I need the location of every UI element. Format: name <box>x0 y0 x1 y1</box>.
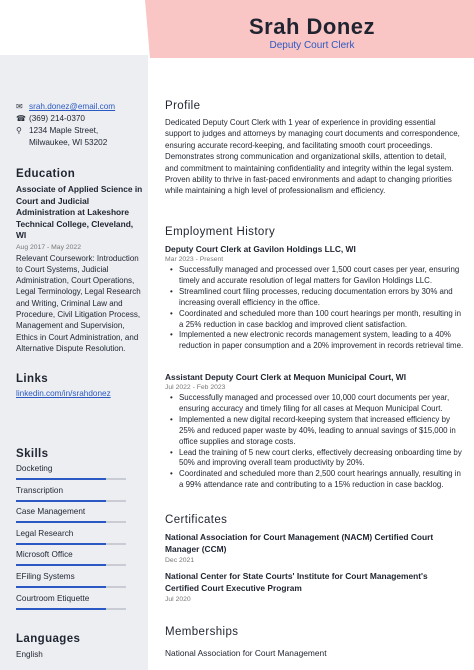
certificate-date: Jul 2020 <box>165 596 191 603</box>
certificate-item <box>165 532 461 564</box>
employment-heading: Employment History <box>165 226 276 238</box>
job-bullet: • Coordinated and scheduled more than 2,500 court hearings annually, resulting in a 99% attendance rate and contributing to a 15% reduction in case backlog. <box>165 469 465 491</box>
job-entry <box>165 372 465 491</box>
skill-bar-fill <box>16 500 106 502</box>
email-icon: ✉ <box>16 102 23 111</box>
skill-bar-fill <box>16 521 106 523</box>
contact-block <box>16 101 144 149</box>
email-link[interactable]: srah.donez@email.com <box>29 102 116 111</box>
skill-bar <box>16 478 126 480</box>
skill-item <box>16 464 130 486</box>
certificate-name: National Association for Court Management (NACM) Certified Court Manager (CCM) <box>165 532 434 554</box>
job-entry <box>165 244 465 352</box>
skill-bar <box>16 543 126 545</box>
skill-label: EFiling Systems <box>16 571 75 581</box>
skill-bar-fill <box>16 586 106 588</box>
language-item: English <box>16 650 43 659</box>
skill-item <box>16 550 130 572</box>
job-bullet: • Streamlined court filing processes, reducing documentation errors by 30% and increasing overall efficiency in the office. <box>165 287 465 309</box>
skill-item <box>16 594 130 616</box>
skill-bar-fill <box>16 608 106 610</box>
skill-item <box>16 486 130 508</box>
job-bullet: • Coordinated and scheduled more than 100 court hearings per month, resulting in a 25% reduction in case backlog and improved client satisfaction. <box>165 309 465 331</box>
certificate-name: National Center for State Courts' Institute for Court Management's Certified Court Executive Program <box>165 571 428 593</box>
skill-label: Transcription <box>16 485 64 495</box>
profile-heading: Profile <box>165 100 201 112</box>
certificate-date: Dec 2021 <box>165 557 195 564</box>
skill-label: Case Management <box>16 507 86 517</box>
skill-bar <box>16 500 126 502</box>
skill-bar <box>16 521 126 523</box>
address-line1: 1234 Maple Street, <box>29 126 99 135</box>
education-degree: Associate of Applied Science in Court and Judicial Administration at Lakeshore Technical College, Cleveland, WI <box>16 184 143 240</box>
skill-label: Courtroom Etiquette <box>16 593 90 603</box>
certificates-heading: Certificates <box>165 514 228 526</box>
job-bullets <box>165 265 465 352</box>
skill-item <box>16 572 130 594</box>
location-pin-icon: ⚲ <box>16 126 22 135</box>
skill-bar <box>16 564 126 566</box>
skill-item <box>16 507 130 529</box>
languages-heading: Languages <box>16 633 81 645</box>
job-bullets <box>165 393 465 491</box>
skills-list <box>16 464 130 615</box>
address-line2: Milwaukee, WI 53202 <box>29 138 108 147</box>
job-title: Assistant Deputy Court Clerk at Mequon Municipal Court, WI <box>165 372 407 382</box>
job-date: Mar 2023 - Present <box>165 256 224 263</box>
certificate-item <box>165 571 461 603</box>
skill-label: Legal Research <box>16 528 74 538</box>
job-bullet: • Successfully managed and processed over 1,500 court cases per year, ensuring timely and accurate resolution of legal matters for Gavilon Holdings LLC. <box>165 265 465 287</box>
job-role: Deputy Court Clerk <box>269 40 355 51</box>
job-title: Deputy Court Clerk at Gavilon Holdings LLC, WI <box>165 244 356 254</box>
skill-label: Docketing <box>16 464 53 473</box>
skill-label: Microsoft Office <box>16 550 73 560</box>
job-bullet: • Implemented a new digital record-keeping system that increased efficiency by 25% and reduced paper waste by 40%, leading to annual savings of $15,000 in office supplies and storage costs. <box>165 415 465 448</box>
phone-text: (369) 214-0370 <box>29 114 85 123</box>
job-bullet: • Implemented a new electronic records management system, leading to a 40% reduction in paper consumption and a 20% improvement in records retrieval time. <box>165 330 465 352</box>
job-bullet: • Lead the training of 5 new court clerks, effectively decreasing onboarding time by 50% and improving overall team productivity by 20%. <box>165 448 465 470</box>
skills-heading: Skills <box>16 448 49 460</box>
links-heading: Links <box>16 373 49 385</box>
skill-bar <box>16 586 126 588</box>
education-coursework: Relevant Coursework: Introduction to Court Systems, Judicial Administration, Court Operations, Legal Terminology, Legal Research and Writing, Criminal Law and Procedure, Civil Litigation Process, Management and Supervision, Ethics in Court Administration, and Alternative Dispute Resolution. <box>16 253 141 353</box>
skill-bar-fill <box>16 543 106 545</box>
education-heading: Education <box>16 168 76 180</box>
skill-bar-fill <box>16 478 106 480</box>
linkedin-link[interactable]: linkedin.com/in/srahdonez <box>16 389 111 398</box>
membership-item: National Association for Court Management <box>165 648 327 658</box>
skill-item <box>16 529 130 551</box>
memberships-heading: Memberships <box>165 626 239 638</box>
skill-bar-fill <box>16 564 106 566</box>
education-block <box>16 184 144 354</box>
phone-icon: ☎ <box>16 114 26 123</box>
job-date: Jul 2022 - Feb 2023 <box>165 384 226 391</box>
skill-bar <box>16 608 126 610</box>
education-date: Aug 2017 - May 2022 <box>16 243 81 251</box>
job-bullet: • Successfully managed and processed over 10,000 court documents per year, ensuring accuracy and timely filing for all cases at Mequon Municipal Court. <box>165 393 465 415</box>
candidate-name: Srah Donez <box>248 14 376 39</box>
profile-text: Dedicated Deputy Court Clerk with 1 year of experience in providing essential support to judges and attorneys by managing court documents and correspondence, ensuring accurate record-keeping, and facilitating smooth court proceedings. Demonstrates strong communication and organizational skills, attention to detail, and commitment to maintaining confidentiality and integrity within the legal system. Proven ability to thrive in fast-paced environments and adapt to changing priorities while maintaining a high level of professionalism and efficiency. <box>165 118 460 196</box>
